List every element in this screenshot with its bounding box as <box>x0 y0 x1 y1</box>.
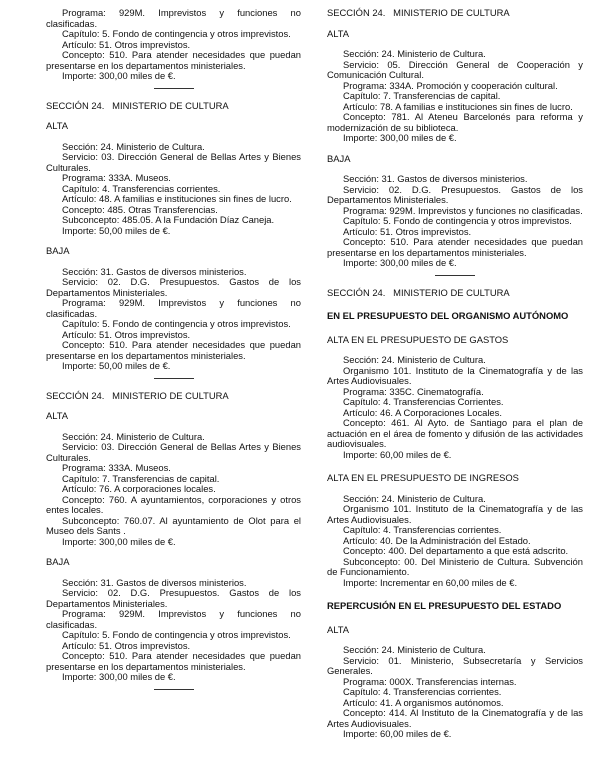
gastos-heading: ALTA EN EL PRESUPUESTO DE GASTOS <box>327 333 509 345</box>
entry-line: Sección: 24. Ministerio de Cultura. <box>343 354 486 365</box>
section-heading: SECCIÓN 24. MINISTERIO DE CULTURA <box>327 286 510 298</box>
entry-line: Servicio: 01. Ministerio, Subsecretaría y Servicios Generales. <box>327 654 583 676</box>
entry-line: Sección: 31. Gastos de diversos ministerios. <box>62 576 247 588</box>
entry-line: Capítulo: 7. Transferencias de capital. <box>62 472 220 484</box>
section-heading: SECCIÓN 24. MINISTERIO DE CULTURA <box>46 389 229 401</box>
entry-line: Programa: 929M. Imprevistos y funciones no clasificadas. <box>46 297 301 319</box>
entry-line: Organismo 101. Instituto de la Cinematografía y de las Artes Audiovisuales. <box>327 503 583 525</box>
alta-entries <box>46 432 301 548</box>
entry-line: Servicio: 03. Dirección General de Bellas Artes y Bienes Culturales. <box>46 151 301 173</box>
baja-label: BAJA <box>46 245 70 256</box>
entry-line: Importe: 50,00 miles de €. <box>62 224 171 236</box>
baja-entries <box>327 174 583 269</box>
entry-line: Subconcepto: 760.07. Al ayuntamiento de Olot para el Museo dels Sants . <box>46 514 301 536</box>
entry-line: Capítulo: 5. Fondo de contingencia y otros imprevistos. <box>343 215 572 226</box>
entry-line: Servicio: 05. Dirección General de Cooperación y Comunicación Cultural. <box>327 58 583 80</box>
entry-line: Importe: 60,00 miles de €. <box>343 728 452 739</box>
entry-line: Sección: 24. Ministerio de Cultura. <box>62 430 205 442</box>
organismo-heading: EN EL PRESUPUESTO DEL ORGANISMO AUTÓNOMO <box>327 310 569 321</box>
entry-line: Artículo: 51. Otros imprevistos. <box>62 639 191 651</box>
section-block <box>46 391 301 683</box>
ingresos-entries <box>327 494 583 589</box>
ingresos-heading: ALTA EN EL PRESUPUESTO DE INGRESOS <box>327 472 519 483</box>
entry-line: Capítulo: 7. Transferencias de capital. <box>343 90 501 101</box>
entry-line: Capítulo: 5. Fondo de contingencia y otros imprevistos. <box>62 629 291 640</box>
section-heading: SECCIÓN 24. MINISTERIO DE CULTURA <box>327 7 510 18</box>
entry-line: Artículo: 48. A familias e instituciones sin fines de lucro. <box>62 193 292 204</box>
entry-line: Sección: 24. Ministerio de Cultura. <box>343 48 486 59</box>
entry-line: Sección: 31. Gastos de diversos ministerios. <box>343 173 528 184</box>
entry-line: Sección: 24. Ministerio de Cultura. <box>343 644 486 655</box>
entry-line: Artículo: 76. A corporaciones locales. <box>62 483 216 494</box>
entry-line: Concepto: 414. Al Instituto de la Cinematografía y de las Artes Audiovisuales. <box>327 707 583 729</box>
entry-line: Artículo: 51. Otros imprevistos. <box>62 328 191 340</box>
entry-line: Concepto: 781. Al Ateneu Barcelonés para reforma y modernización de su biblioteca. <box>327 111 583 133</box>
entry-line: Concepto: 510. Para atender necesidades que puedan presentarse en los departamentos ministeriales. <box>327 236 583 258</box>
entry-line: Sección: 24. Ministerio de Cultura. <box>62 140 205 152</box>
entry-line: Programa: 335C. Cinematografía. <box>343 385 484 397</box>
section-heading: SECCIÓN 24. MINISTERIO DE CULTURA <box>46 99 229 111</box>
alta-label: ALTA <box>327 623 350 635</box>
entry-line: Importe: 300,00 miles de €. <box>343 257 457 268</box>
section-divider <box>154 88 194 89</box>
entry-line: Concepto: 510. Para atender necesidades que puedan presentarse en los departamentos ministeriales. <box>46 650 301 672</box>
gastos-entries <box>327 355 583 460</box>
alta-label: ALTA <box>46 120 69 131</box>
entry-line: Servicio: 02. D.G. Presupuestos. Gastos de los Departamentos Ministeriales. <box>46 587 301 609</box>
entry-line: Artículo: 51. Otros imprevistos. <box>62 38 191 50</box>
estado-entries <box>327 645 583 740</box>
entry-line: Artículo: 46. A Corporaciones Locales. <box>343 406 502 418</box>
entry-line: Artículo: 41. A organismos autónomos. <box>343 696 504 708</box>
alta-entries <box>327 49 583 144</box>
left-column <box>46 8 301 702</box>
entry-line: Programa: 333A. Museos. <box>62 462 171 473</box>
alta-label: ALTA <box>327 27 350 39</box>
section-block <box>327 8 583 269</box>
entry-line: Sección: 31. Gastos de diversos ministerios. <box>62 265 247 277</box>
entry-line: Concepto: 510. Para atender necesidades que puedan presentarse en los departamentos ministeriales. <box>46 339 301 361</box>
entry-line: Programa: 929M. Imprevistos y funciones no clasificadas. <box>343 204 583 216</box>
alta-entries <box>46 142 301 237</box>
entry-line: Concepto: 400. Del departamento a que está adscrito. <box>343 545 569 556</box>
entry-line: Capítulo: 5. Fondo de contingencia y otros imprevistos. <box>62 318 291 329</box>
alta-label: ALTA <box>46 410 69 421</box>
entry-line: Capítulo: 4. Transferencias corrientes. <box>343 686 502 697</box>
entry-line: Importe: 50,00 miles de €. <box>62 360 171 371</box>
section-block <box>46 101 301 372</box>
entry-line: Concepto: 485. Otras Transferencias. <box>62 203 218 215</box>
entry-line: Programa: 929M. Imprevistos y funciones no clasificadas. <box>46 7 301 29</box>
entry-line: Importe: 300,00 miles de €. <box>62 671 176 682</box>
entry-line: Servicio: 03. Dirección General de Bellas Artes y Bienes Culturales. <box>46 441 301 463</box>
entry-line: Organismo 101. Instituto de la Cinematografía y de las Artes Audiovisuales. <box>327 364 583 386</box>
entry-line: Importe: 300,00 miles de €. <box>343 132 457 143</box>
entry-line: Concepto: 510. Para atender necesidades que puedan presentarse en los departamentos ministeriales. <box>46 49 301 71</box>
entry-line: Servicio: 02. D.G. Presupuestos. Gastos de los Departamentos Ministeriales. <box>46 276 301 298</box>
entry-line: Artículo: 51. Otros imprevistos. <box>343 225 472 237</box>
estado-heading: REPERCUSIÓN EN EL PRESUPUESTO DEL ESTADO <box>327 600 562 611</box>
section-block <box>327 288 583 740</box>
entry-line: Importe: 300,00 miles de €. <box>62 535 176 547</box>
entry-line: Servicio: 02. D.G. Presupuestos. Gastos de los Departamentos Ministeriales. <box>327 183 583 205</box>
entry-line: Concepto: 461. Al Ayto. de Santiago para el plan de actuación en el área de fomento y difusión de las actividades audiovisuales. <box>327 417 583 449</box>
entry-line: Capítulo: 4. Transferencias corrientes. <box>343 524 502 535</box>
section-divider <box>154 689 194 690</box>
entry-line: Capítulo: 4. Transferencias Corrientes. <box>343 396 504 407</box>
entry-line: Capítulo: 4. Transferencias corrientes. <box>62 182 221 194</box>
entry-line: Sección: 24. Ministerio de Cultura. <box>343 492 486 504</box>
entry-line: Artículo: 40. De la Administración del Estado. <box>343 534 531 546</box>
entry-line: Programa: 929M. Imprevistos y funciones no clasificadas. <box>46 608 301 630</box>
entry-line: Importe: 60,00 miles de €. <box>343 448 452 460</box>
entry-line: Importe: Incrementar en 60,00 miles de €. <box>343 576 518 588</box>
section-divider <box>435 275 475 276</box>
baja-entries <box>46 578 301 683</box>
entry-line: Programa: 000X. Transferencias internas. <box>343 675 517 687</box>
right-column <box>327 8 583 740</box>
baja-label: BAJA <box>46 556 70 567</box>
baja-entries <box>46 267 301 372</box>
entry-line: Artículo: 78. A familias e instituciones sin fines de lucro. <box>343 100 573 112</box>
entry-line: Capítulo: 5. Fondo de contingencia y otros imprevistos. <box>62 28 291 39</box>
entry-line: Programa: 333A. Museos. <box>62 172 171 183</box>
section-divider <box>154 378 194 379</box>
entry-line: Concepto: 760. A ayuntamientos, corporaciones y otros entes locales. <box>46 493 301 515</box>
entry-line: Programa: 334A. Promoción y cooperación cultural. <box>343 79 558 91</box>
top-block <box>46 8 301 82</box>
entry-line: Importe: 300,00 miles de €. <box>62 70 176 81</box>
baja-label: BAJA <box>327 152 351 164</box>
entry-line: Subconcepto: 485.05. A la Fundación Díaz Caneja. <box>62 214 275 225</box>
entry-line: Subconcepto: 00. Del Ministerio de Cultura. Subvención de Funcionamiento. <box>327 555 583 577</box>
